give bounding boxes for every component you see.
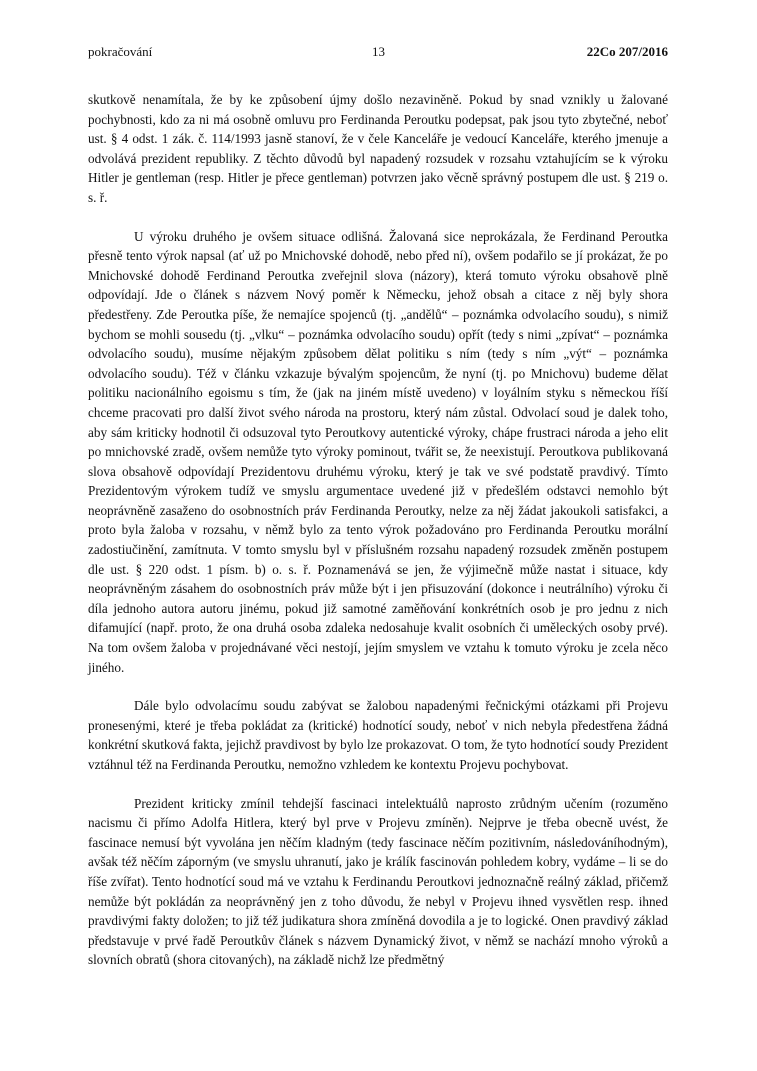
- paragraph-rhetorical-questions: Dále bylo odvolacímu soudu zabývat se žalobou napadenými řečnickými otázkami při Projevu pronesenými, které je třeba pokládat za (kritické) hodnotící soudy, neboť v nich nebyla předestřena žádná konkrétní skutková fakta, jejichž pravdivost by bylo lze prokazovat. O tom, že tyto hodnotící soudy Prezident vztáhnul též na Ferdinanda Peroutku, nemožno vzhledem ke kontextu Projevu pochybovat.: [88, 698, 668, 772]
- paragraph-continuation: skutkově nenamítala, že by ke způsobení újmy došlo nezaviněně. Pokud by snad vznikly u žalované pochybnosti, kdo za ni má osobně omluvu pro Ferdinanda Peroutku podepsat, pak jsou tyto zbytečné, neboť ust. § 4 odst. 1 zák. č. 114/1993 jasně stanoví, že v čele Kanceláře je vedoucí Kanceláře, kterého jmenuje a odvolává prezident republiky. Z těchto důvodů byl napadený rozsudek v rozsahu vztahujícím se k výroku Hitler je gentleman (resp. Hitler je přece gentleman) potvrzen jako věcně správný postupem dle ust. § 219 o. s. ř.: [88, 92, 668, 205]
- page-header: [88, 44, 668, 62]
- case-number: 22Co 207/2016: [586, 44, 668, 59]
- document-body: [88, 90, 668, 989]
- header-continuation-label: pokračování: [88, 44, 153, 59]
- paragraph-second-statement: U výroku druhého je ovšem situace odlišná. Žalovaná sice neprokázala, že Ferdinand Peroutka přesně tento výrok napsal (ať už po Mnichovské dohodě, nebo před ní), ovšem podařilo se jí prokázat, že po Mnichovské dohodě Ferdinand Peroutka zveřejnil slova (názory), která tomuto výroku obsahově plně odpovídají. Jde o článek s názvem Nový poměr k Německu, jehož obsah a citace z něj byly shora předestřeny. Zde Peroutka píše, že nemajíce spojenců (tj. „andělů“ – poznámka odvolacího soudu), s nimiž bychom se mohli sousedu (tj. „vlku“ – poznámka odvolacího soudu) opřít (tedy s nimi „zpívat“ – poznámka odvolacího soudu), musíme nějakým způsobem dělat politiku s ním (tedy s ním „výt“ – poznámka odvolacího soudu). Též v článku vzkazuje bývalým spojencům, že nyní (tj. po Mnichovu) budeme dělat politiku nacionálního egoismu s tím, že (jak na jiném místě uvedeno) v loyálním styku s německou říší chceme pracovati pro další život svého národa na prostoru, který nám zůstal. Odvolací soud je dalek toho, aby sám kriticky hodnotil či odsuzoval tyto Peroutkovy autentické výroky, chápe frustraci národa a jeho elit po mnichovské zradě, ovšem nemůže tyto výroky pominout, tvářit se, že neexistují. Peroutkova publikovaná slova obsahově odpovídají Prezidentovu druhému výroku, který je tak ve své podstatě pravdivý. Tímto Prezidentovým výrokem tudíž ve smyslu argumentace uvedené již v předešlém odstavci nemohlo být neoprávněně zasaženo do osobnostních práv Ferdinanda Peroutky, nelze za něj žádat jakoukoli satisfakci, a proto byla žaloba v rozsahu, v němž bylo za tento výrok požadováno pro Ferdinanda Peroutku morální zadostiučinění, zamítnuta. V tomto smyslu byl v příslušném rozsahu napadený rozsudek změněn postupem dle ust. § 220 odst. 1 písm. b) o. s. ř. Poznamenává se jen, že výjimečně může nastat i situace, kdy neoprávněným zásahem do osobnostních práv může být i jen přisuzování (dokonce i neutrálního) výroku či díla jednoho autora autoru jinému, pokud již samotné zaměňování konkrétních osob je pro jednu z nich difamující (např. proto, že ona druhá osoba zdaleka nedosahuje kvalit osobních či uměleckých osoby prvé). Na tom ovšem žaloba v projednávané věci nestojí, jejím smyslem ve vztahu k tomuto výroku je zcela něco jiného.: [88, 228, 668, 675]
- paragraph-fascination: Prezident kriticky zmínil tehdejší fascinaci intelektuálů naprosto zrůdným učením (rozuměno nacismu či přímo Adolfa Hitlera, který byl prve v Projevu zmíněn). Nejprve je třeba obecně uvést, že fascinace nemusí být vyvolána jen něčím kladným (tedy fascinace něčím pozitivním, následováníhodným), avšak též něčím záporným (ve smyslu uhranutí, jako je králík fascinován pohledem kobry, vydáme – li se do říše zvířat). Tento hodnotící soud má ve vztahu k Ferdinandu Peroutkovi jednoznačně reálný základ, přičemž nemůže být pokládán za neoprávněný jen z toho důvodu, že nebyl v Projevu ihned vysvětlen resp. ihned pravdivými fakty doložen; to již též judikatura shora zmíněná dovodila a je to logické. Onen pravdivý základ představuje v prvé řadě Peroutkův článek s názvem Dynamický život, v němž se nachází mnoho výroků a slovních obratů (shora citovaných), na základě nichž lze předmětný: [88, 795, 668, 968]
- page-number: 13: [372, 44, 385, 59]
